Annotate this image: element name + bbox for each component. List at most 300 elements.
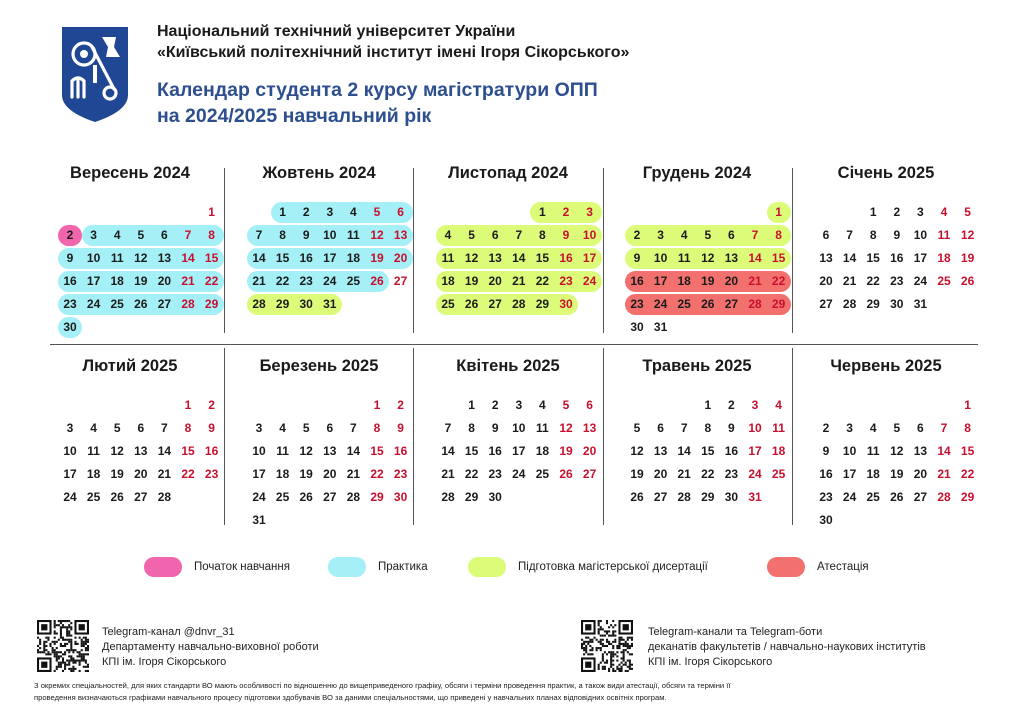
calendar-day: 3 <box>917 205 924 219</box>
calendar-day: 4 <box>279 421 286 435</box>
calendar-day: 30 <box>630 320 644 334</box>
calendar-day: 8 <box>208 228 215 242</box>
calendar-day: 29 <box>866 297 880 311</box>
calendar-day: 29 <box>771 297 786 311</box>
calendar-day: 18 <box>937 251 951 265</box>
calendar-day: 23 <box>299 274 313 288</box>
calendar-day: 15 <box>181 444 195 458</box>
calendar-day: 9 <box>728 421 735 435</box>
calendar-day: 25 <box>86 490 101 504</box>
calendar-day: 16 <box>724 444 739 458</box>
calendar-day: 21 <box>346 467 361 481</box>
footnote-line2: проведення визначаються графіками навчального процесу підготовки здобувачів ВО за даними спеціальностями, що приведені у навчальних планах відповідних освітніх програм. <box>34 693 667 702</box>
calendar-day: 6 <box>491 228 499 242</box>
calendar-day: 16 <box>630 274 644 288</box>
calendar-day: 13 <box>393 228 408 242</box>
calendar-day: 26 <box>559 467 573 481</box>
week-row <box>248 440 408 463</box>
calendar-day: 22 <box>535 274 550 288</box>
calendar-day: 18 <box>771 444 786 458</box>
calendar-day: 19 <box>110 467 124 481</box>
calendar-day: 30 <box>724 490 739 504</box>
calendar-day: 16 <box>63 274 77 288</box>
month-days <box>626 201 786 339</box>
calendar-day: 3 <box>326 205 334 219</box>
column-divider <box>603 348 604 525</box>
calendar-day: 7 <box>940 421 948 435</box>
calendar-day: 19 <box>890 467 904 481</box>
week-row <box>626 463 786 486</box>
month-title: Жовтень 2024 <box>262 164 376 182</box>
week-row <box>815 293 969 316</box>
week-row <box>248 270 408 293</box>
month-title: Листопад 2024 <box>448 164 568 182</box>
calendar-day: 16 <box>819 467 833 481</box>
calendar-day: 10 <box>86 251 101 265</box>
calendar-day: 20 <box>582 444 597 458</box>
calendar-day: 28 <box>842 297 857 311</box>
calendar-day: 4 <box>444 228 452 242</box>
month-title: Березень 2025 <box>259 357 379 375</box>
legend-thesis-label: Підготовка магістерської дисертації <box>518 561 708 573</box>
calendar-day: 15 <box>370 444 384 458</box>
calendar-day: 19 <box>134 274 148 288</box>
calendar-day: 1 <box>373 398 381 412</box>
week-row <box>248 293 402 316</box>
week-row <box>248 417 402 440</box>
calendar-day: 21 <box>157 467 172 481</box>
calendar-day: 19 <box>299 467 313 481</box>
month-title: Вересень 2024 <box>70 164 190 182</box>
calendar-day: 30 <box>63 320 77 334</box>
calendar-day: 22 <box>771 274 786 288</box>
week-row <box>437 201 591 224</box>
month-days <box>815 394 975 532</box>
calendar-day: 20 <box>393 251 408 265</box>
calendar-day: 10 <box>653 251 668 265</box>
calendar-day: 19 <box>464 274 479 288</box>
calendar-day: 6 <box>728 228 735 242</box>
calendar-day: 26 <box>464 297 479 311</box>
calendar-day: 18 <box>275 467 290 481</box>
month-block <box>236 163 408 351</box>
calendar-day: 8 <box>279 228 286 242</box>
calendar-day: 5 <box>562 398 570 412</box>
calendar-day: 22 <box>960 467 975 481</box>
calendar-day: 31 <box>913 297 928 311</box>
calendar-day: 5 <box>964 205 971 219</box>
calendar-day: 9 <box>822 444 830 458</box>
calendar-day: 12 <box>559 421 573 435</box>
month-block <box>803 163 975 351</box>
calendar-day: 8 <box>964 421 971 435</box>
calendar-day: 24 <box>252 490 266 504</box>
calendar-day: 19 <box>559 444 573 458</box>
calendar-day: 6 <box>657 421 664 435</box>
column-divider <box>792 348 793 525</box>
month-days <box>626 394 786 509</box>
month-days <box>437 201 597 316</box>
calendar-day: 2 <box>66 228 74 242</box>
calendar-day: 13 <box>488 251 502 265</box>
week-row <box>626 293 786 316</box>
calendar-day: 10 <box>323 228 337 242</box>
month-title: Червень 2025 <box>830 357 942 375</box>
calendar-day: 28 <box>181 297 195 311</box>
calendar-day: 23 <box>559 274 573 288</box>
calendar-day: 6 <box>137 421 145 435</box>
week-row <box>626 440 786 463</box>
week-row <box>248 463 408 486</box>
calendar-day: 2 <box>728 398 735 412</box>
calendar-day: 6 <box>161 228 168 242</box>
calendar-day: 15 <box>960 444 975 458</box>
calendar-day: 28 <box>157 490 172 504</box>
calendar-day: 23 <box>63 297 77 311</box>
calendar-day: 17 <box>252 467 266 481</box>
calendar-day: 22 <box>464 467 479 481</box>
calendar-day: 14 <box>842 251 857 265</box>
calendar-day: 3 <box>66 421 74 435</box>
calendar-day: 31 <box>252 513 266 527</box>
calendar-day: 23 <box>204 467 219 481</box>
kpi-logo <box>62 27 128 122</box>
calendar-day: 18 <box>866 467 880 481</box>
week-row <box>626 270 786 293</box>
calendar-day: 28 <box>512 297 526 311</box>
calendar-day: 22 <box>204 274 219 288</box>
calendar-day: 1 <box>775 205 782 219</box>
calendar-day: 29 <box>701 490 715 504</box>
calendar-day: 19 <box>701 274 715 288</box>
calendar-day: 11 <box>937 228 951 242</box>
calendar-day: 6 <box>326 421 334 435</box>
calendar-day: 9 <box>562 228 570 242</box>
calendar-day: 18 <box>441 274 455 288</box>
calendar-day: 25 <box>441 297 455 311</box>
calendar-day: 29 <box>370 490 384 504</box>
month-days <box>59 201 219 339</box>
calendar-day: 15 <box>535 251 550 265</box>
calendar-day: 20 <box>488 274 502 288</box>
calendar-day: 1 <box>184 398 192 412</box>
week-row <box>815 224 975 247</box>
calendar-day: 15 <box>464 444 479 458</box>
calendar-day: 3 <box>586 205 593 219</box>
calendar-day: 30 <box>299 297 313 311</box>
calendar-day: 3 <box>90 228 97 242</box>
calendar-day: 4 <box>680 228 688 242</box>
calendar-day: 14 <box>346 444 361 458</box>
month-block <box>614 356 786 544</box>
calendar-day: 5 <box>137 228 145 242</box>
month-days <box>248 394 408 532</box>
calendar-day: 18 <box>110 274 124 288</box>
calendar-day: 10 <box>842 444 857 458</box>
calendar-day: 6 <box>822 228 830 242</box>
calendar-day: 16 <box>393 444 408 458</box>
calendar-day: 5 <box>633 421 641 435</box>
calendar-day: 30 <box>890 297 904 311</box>
calendar-day: 19 <box>370 251 384 265</box>
calendar-day: 7 <box>350 421 357 435</box>
calendar-day: 4 <box>940 205 948 219</box>
calendar-day: 6 <box>586 398 593 412</box>
calendar-day: 8 <box>775 228 782 242</box>
calendar-day: 7 <box>680 421 688 435</box>
calendar-day: 15 <box>701 444 715 458</box>
month-days <box>59 394 219 509</box>
calendar-day: 23 <box>724 467 739 481</box>
calendar-day: 7 <box>751 228 759 242</box>
calendar-day: 29 <box>275 297 290 311</box>
calendar-day: 22 <box>370 467 384 481</box>
calendar-day: 24 <box>582 274 597 288</box>
calendar-day: 14 <box>441 444 455 458</box>
calendar-day: 21 <box>181 274 195 288</box>
week-row <box>815 486 975 509</box>
calendar-day: 9 <box>302 228 310 242</box>
calendar-day: 4 <box>869 421 877 435</box>
week-row <box>626 417 785 440</box>
calendar-day: 28 <box>252 297 266 311</box>
calendar-day: 18 <box>346 251 361 265</box>
week-row <box>248 394 402 417</box>
calendar-day: 21 <box>512 274 526 288</box>
week-row <box>59 293 219 316</box>
calendar-day: 25 <box>110 297 124 311</box>
week-row <box>437 486 591 509</box>
week-row <box>248 224 408 247</box>
column-divider <box>224 348 225 525</box>
calendar-day: 28 <box>748 297 762 311</box>
calendar-day: 6 <box>397 205 404 219</box>
column-divider <box>603 168 604 333</box>
calendar-day: 7 <box>255 228 263 242</box>
calendar-day: 16 <box>204 444 219 458</box>
calendar-day: 29 <box>464 490 479 504</box>
calendar-day: 5 <box>302 421 310 435</box>
calendar-day: 27 <box>913 490 928 504</box>
week-row <box>437 440 597 463</box>
calendar-day: 23 <box>890 274 904 288</box>
month-block <box>47 163 219 351</box>
calendar-day: 1 <box>208 205 215 219</box>
calendar-day: 9 <box>893 228 901 242</box>
calendar-day: 7 <box>444 421 452 435</box>
calendar-day: 12 <box>701 251 715 265</box>
calendar-day: 27 <box>323 490 337 504</box>
footer-left-line2: Департаменту навчально-виховної роботи <box>102 641 319 653</box>
week-row <box>59 440 219 463</box>
calendar-day: 14 <box>677 444 691 458</box>
calendar-day: 27 <box>393 274 408 288</box>
calendar-day: 1 <box>704 398 712 412</box>
calendar-title-line2: на 2024/2025 навчальний рік <box>157 105 432 127</box>
calendar-title-line1: Календар студента 2 курсу магістратури ОПП <box>157 79 598 101</box>
footer-right-line2: деканатів факультетів / навчально-наукових інститутів <box>648 641 926 653</box>
row-divider <box>50 344 978 345</box>
calendar-day: 11 <box>772 421 785 435</box>
calendar-day: 26 <box>299 490 313 504</box>
calendar-day: 30 <box>819 513 833 527</box>
calendar-day: 21 <box>842 274 857 288</box>
month-days <box>815 201 975 316</box>
calendar-day: 21 <box>252 274 266 288</box>
calendar-day: 1 <box>468 398 475 412</box>
week-row <box>59 417 213 440</box>
calendar-day: 24 <box>913 274 928 288</box>
month-title: Січень 2025 <box>837 164 935 182</box>
calendar-day: 22 <box>701 467 715 481</box>
week-row <box>626 394 780 417</box>
calendar-day: 24 <box>653 297 668 311</box>
calendar-day: 25 <box>937 274 951 288</box>
calendar-day: 29 <box>535 297 550 311</box>
calendar-day: 27 <box>819 297 833 311</box>
calendar-day: 26 <box>134 297 148 311</box>
calendar-day: 30 <box>488 490 502 504</box>
calendar-day: 21 <box>441 467 455 481</box>
calendar-day: 24 <box>63 490 77 504</box>
week-row <box>815 247 975 270</box>
calendar-day: 21 <box>748 274 762 288</box>
calendar-day: 11 <box>536 421 549 435</box>
calendar-day: 2 <box>633 228 641 242</box>
calendar-day: 7 <box>846 228 853 242</box>
calendar-day: 20 <box>134 467 148 481</box>
calendar-day: 2 <box>893 205 901 219</box>
calendar-day: 18 <box>535 444 550 458</box>
week-row <box>815 463 975 486</box>
calendar-day: 16 <box>299 251 313 265</box>
calendar-day: 15 <box>275 251 290 265</box>
week-row <box>815 394 969 417</box>
column-divider <box>224 168 225 333</box>
calendar-day: 22 <box>275 274 290 288</box>
calendar-day: 13 <box>819 251 833 265</box>
calendar-day: 4 <box>539 398 546 412</box>
calendar-day: 12 <box>110 444 124 458</box>
week-row <box>59 247 219 270</box>
calendar-day: 17 <box>653 274 668 288</box>
column-divider <box>792 168 793 333</box>
week-row <box>248 486 408 509</box>
calendar-day: 7 <box>515 228 523 242</box>
calendar-day: 11 <box>677 251 691 265</box>
calendar-day: 28 <box>677 490 691 504</box>
calendar-day: 5 <box>113 421 121 435</box>
calendar-day: 5 <box>468 228 475 242</box>
calendar-day: 11 <box>110 251 124 265</box>
calendar-day: 10 <box>913 228 928 242</box>
calendar-day: 22 <box>181 467 195 481</box>
month-block <box>425 163 597 351</box>
week-row <box>248 509 402 532</box>
calendar-day: 4 <box>113 228 121 242</box>
calendar-day: 20 <box>157 274 172 288</box>
calendar-day: 2 <box>302 205 310 219</box>
calendar-day: 25 <box>866 490 880 504</box>
calendar-day: 11 <box>347 228 360 242</box>
calendar-day: 26 <box>960 274 975 288</box>
month-block <box>47 356 219 544</box>
calendar-day: 14 <box>252 251 266 265</box>
calendar-day: 27 <box>157 297 172 311</box>
calendar-day: 11 <box>276 444 289 458</box>
calendar-day: 25 <box>677 297 691 311</box>
calendar-day: 15 <box>866 251 880 265</box>
calendar-day: 13 <box>582 421 597 435</box>
week-row <box>437 270 597 293</box>
calendar-day: 29 <box>204 297 219 311</box>
calendar-day: 28 <box>937 490 951 504</box>
month-title: Грудень 2024 <box>642 164 752 182</box>
calendar-day: 14 <box>181 251 195 265</box>
calendar-day: 10 <box>63 444 77 458</box>
calendar-day: 24 <box>323 274 337 288</box>
week-row <box>626 486 780 509</box>
legend-attestation-swatch <box>767 557 805 577</box>
calendar-day: 23 <box>819 490 833 504</box>
calendar-day: 27 <box>582 467 597 481</box>
calendar-day: 17 <box>512 444 526 458</box>
calendar-day: 10 <box>252 444 266 458</box>
week-row <box>815 509 969 532</box>
week-row <box>59 486 213 509</box>
month-title: Лютий 2025 <box>82 357 178 375</box>
university-name-line1: Національний технічний університет України <box>157 23 516 40</box>
calendar-day: 28 <box>346 490 361 504</box>
calendar-day: 14 <box>748 251 762 265</box>
week-row <box>437 463 597 486</box>
calendar-day: 20 <box>913 467 928 481</box>
week-row <box>626 201 780 224</box>
university-name-line2: «Київський політехнічний інститут імені Ігоря Сікорського» <box>157 44 630 61</box>
week-row <box>59 394 213 417</box>
calendar-day: 12 <box>890 444 904 458</box>
calendar-day: 13 <box>653 444 668 458</box>
calendar-day: 30 <box>393 490 408 504</box>
week-row <box>815 440 975 463</box>
calendar-day: 25 <box>275 490 290 504</box>
week-row <box>437 293 591 316</box>
calendar-day: 2 <box>491 398 499 412</box>
calendar-day: 11 <box>87 444 100 458</box>
footer-right-line3: КПІ ім. Ігоря Сікорського <box>648 656 773 668</box>
calendar-day: 22 <box>866 274 880 288</box>
calendar-day: 19 <box>960 251 975 265</box>
week-row <box>59 224 213 247</box>
column-divider <box>413 168 414 333</box>
calendar-day: 27 <box>724 297 739 311</box>
calendar-day: 20 <box>724 274 739 288</box>
month-title: Квітень 2025 <box>456 357 560 375</box>
week-row <box>437 224 597 247</box>
month-block <box>425 356 597 544</box>
qr-code-telegram-bots[interactable] <box>581 620 633 672</box>
calendar-day: 5 <box>373 205 381 219</box>
calendar-day: 4 <box>90 421 97 435</box>
qr-code-telegram-channel[interactable] <box>37 620 89 672</box>
week-row <box>59 463 219 486</box>
calendar-day: 11 <box>866 444 880 458</box>
month-days <box>437 394 597 509</box>
calendar-day: 8 <box>869 228 877 242</box>
calendar-day: 30 <box>559 297 573 311</box>
calendar-day: 14 <box>157 444 172 458</box>
calendar-day: 3 <box>515 398 523 412</box>
